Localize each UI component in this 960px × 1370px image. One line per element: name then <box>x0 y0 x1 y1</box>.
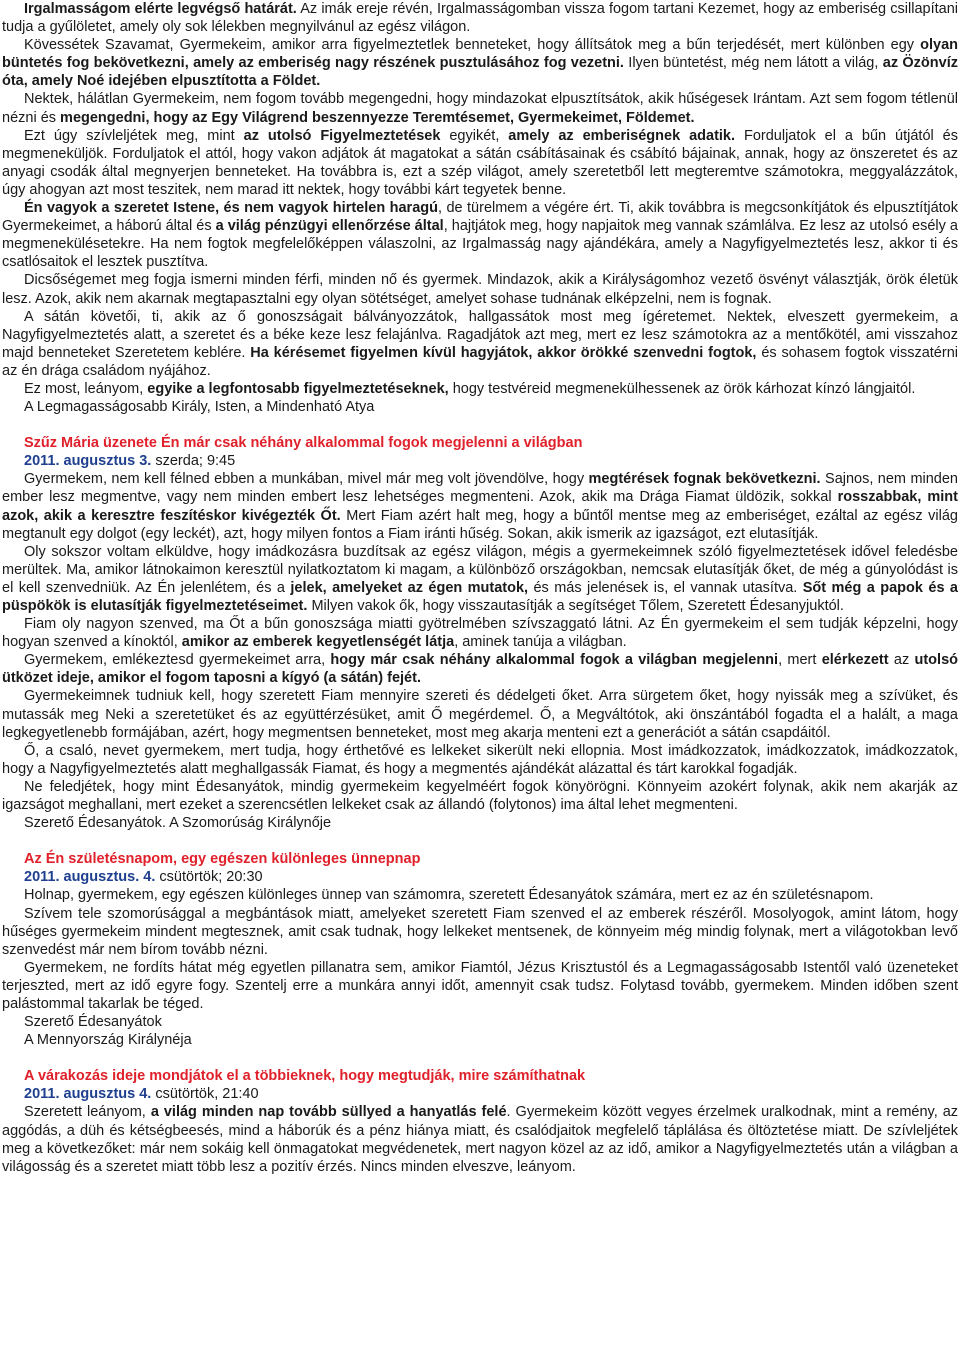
message-jesus <box>2 1067 958 1176</box>
text-run: és más jelenések is, el vannak utasítva. <box>528 579 803 596</box>
bold-text: az Özönvíz óta, amely Noé idejében elpusztította a Földet. <box>2 55 958 90</box>
text-run: A sátán követői, ti, akik az ő gonoszságait bálványozzátok, hallgassátok most meg ígéretemet. Nektek, elveszett gyermekeim, a Nagyfigyelmeztetés alatt, a szeretet és a béke keze lesz felajánlva. Ragadjátok azt meg, mert ez lesz számotokra az a mentőkötél, ami visszahoz majd benneteket Szeretetem keblére. <box>2 308 958 361</box>
bold-text: megengedni, hogy az Egy Világrend beszennyezze Teremtésemet, Gyermekeimet, Földemet. <box>60 109 695 126</box>
message-jesus-body <box>2 1103 958 1175</box>
paragraph <box>2 687 958 741</box>
paragraph <box>2 778 958 814</box>
message-mary-2-date: 2011. augusztus. 4. <box>24 869 156 886</box>
section-gap <box>2 832 958 850</box>
paragraph <box>2 959 958 1013</box>
paragraph <box>2 1103 958 1175</box>
text-run: , aminek tanúja a világban. <box>454 634 627 651</box>
paragraph <box>2 90 958 126</box>
message-mary-1-title: Szűz Mária üzenete Én már csak néhány alkalommal fogok megjelenni a világban <box>24 435 583 452</box>
bold-text: a világ minden nap tovább süllyed a hanyatlás felé <box>150 1104 507 1121</box>
bold-text: a világ pénzügyi ellenőrzése által <box>215 218 444 235</box>
bold-text: Én vagyok a szeretet Istene, és nem vagyok hirtelen haragú <box>24 200 438 217</box>
message-father-body <box>2 0 958 398</box>
text-run: Kövessétek Szavamat, Gyermekeim, amikor arra figyelmeztetlek benneteket, hogy állítsátok meg a bűn terjedését, mert különben egy <box>24 37 921 54</box>
text-run: Gyermekem, emlékeztesd gyermekeimet arra, <box>24 652 331 669</box>
text-run: , mert <box>778 652 822 669</box>
text-run: Fiam oly nagyon szenved, ma Őt a bűn gonoszsága miatti gyötrelmében szívszaggató látni. Az Én gyermekeim el sem tudják képzelni, hogy hogyan szenved a kínoktól, <box>2 616 958 651</box>
message-father <box>2 0 958 416</box>
bold-text: amikor az emberek kegyetlenségét látja <box>181 634 455 651</box>
message-mary-2-dateline <box>2 868 958 886</box>
bold-text: elérkezett <box>821 652 889 669</box>
text-run: , de türelmem a végére ért. Ti, akik továbbra is megcsonkítjátok és elpusztítjátok Gyermekeimet, a háború által és <box>2 200 958 235</box>
message-mary-2-title: Az Én születésnapom, egy egészen különleges ünnepnap <box>24 851 421 868</box>
text-run: Holnap, gyermekem, egy egészen különleges ünnep van számomra, szeretett Édesanyátok számára, mert ez az én születésnapom. <box>24 887 874 904</box>
bold-text: hogy már csak néhány alkalommal fogok a világban megjelenni <box>330 652 779 669</box>
bold-text: Irgalmasságom elérte legvégső határát. <box>24 1 297 17</box>
message-father-signature: A Legmagasságosabb Király, Isten, a Mindenható Atya <box>24 399 375 416</box>
paragraph <box>2 127 958 199</box>
message-mary-1-signature: Szerető Édesanyátok. A Szomorúság Királynője <box>24 815 332 832</box>
text-run: . Gyermekeim között vegyes érzelmek uralkodnak, mint a remény, az aggódás, a düh és kétségbeesés, mind a háborúk és a pénz hiánya miatt, és csalódjaitok megfelelő táplálása és öltöztetése miatt. De szívleljétek meg a következőket: már nem sokáig kell önmagatokat megvédenetek, mert nagyon közel az az idő, amikor a Nagyfigyelmeztetés után a világban a világosság és a szeretet miatt több lesz a pozitív érzés. Nincs minden elveszve, leányom. <box>2 1104 959 1175</box>
bold-text: jelek, amelyeket az égen mutatok, <box>290 579 529 596</box>
section-gap <box>2 416 958 434</box>
paragraph <box>2 615 958 651</box>
bold-text: olyan büntetés fog bekövetkezni, amely az emberiség nagy részének pusztulásához fog vezetni. <box>2 37 958 72</box>
paragraph <box>2 0 958 36</box>
bold-text: rosszabbak, mint azok, akik a keresztre feszítéskor kivégezték Őt. <box>2 489 958 524</box>
paragraph <box>2 742 958 778</box>
text-run: Ne feledjétek, hogy mint Édesanyátok, mindig gyermekeim kegyelméért fogok könyörögni. Könnyeim azokért folynak, akik nem akarják az igazságot meghallani, mert ezeket a szerencsétlen lelkeket csak az állandó (folytonos) ima által lehet megmenteni. <box>2 778 958 814</box>
bold-text: amely az emberiségnek adatik. <box>508 127 736 144</box>
text-run: Sajnos, nem minden ember lesz megmentve, vagy nem minden embert lesz lehetséges megmenteni. Azok, akik ma Drága Fiamat üldözik, sokkal <box>2 471 958 506</box>
text-run: az <box>888 652 915 669</box>
text-run: Szívem tele szomorúsággal a megbántások miatt, amelyeket szeretett Fiam szenved el az emberek részéről. Mosolyogok, amint látom, hogy hűséges gyermekeim mindent megtesznek, amit csak tudnak, hogy lelkeket mentsenek, de könnyeim még mindig folynak, mert a világotokban levő szenvedést már nem bírom tovább nézni. <box>2 905 958 958</box>
paragraph <box>2 380 958 398</box>
paragraph <box>2 905 958 959</box>
text-run: Gyermekem, ne fordíts hátat még egyetlen pillanatra sem, amikor Fiamtól, Jézus Krisztustól és a Legmagasságosabb Istentől való üzeneteket terjeszted, mert az idő egyre fogy. Szentelj erre a munkára annyi időt, amennyit csak tudsz. Folytasd tovább, gyermekem. Minden időben szent palástommal takarlak be téged. <box>2 959 958 1012</box>
text-run: Gyermekeimnek tudniuk kell, hogy szeretett Fiam mennyire szereti és dédelgeti őket. Arra sürgetem őket, hogy nyissák meg a szívüket, és mutassák meg Neki a szeretetüket és az együttérzésüket, amit Ő megérdemel. Ő, a Megváltótok, aki önszántából fogadta el a halált, a maga legkegyetlenebb formájában, azért, hogy megmentsen benneteket, most meg akarja menteni ezt a generációt a sátán csapdáitól. <box>2 688 958 741</box>
message-mary-2-body <box>2 886 958 1013</box>
message-mary-2-signature-2: A Mennyország Királynéja <box>24 1032 192 1049</box>
text-run: Mert Fiam azért halt meg, hogy a bűntől mentse meg az emberiséget, ezáltal az egész világ megtanult egy dolgot (egy leckét), azt, hogy milyen fontos a Fiam iránti hűség. Sokan, akik ismerik az igazságot, ezt elutasítják. <box>2 507 958 542</box>
text-run: Oly sokszor voltam elküldve, hogy imádkozásra buzdítsak az egész világon, mégis a gyermekeimnek szóló figyelmeztetések idővel feledésbe merültek. Ma, amikor látnokaimon keresztül nyilatkoztatom ki magam, a különböző országokban, nemcsak elutasítják őket, de még a gúnyolódást is el kell szenvedniük. Az Én jelenlétem, és a <box>2 543 958 596</box>
text-run: hogy testvéreid megmenekülhessenek az örök kárhozat kínzó lángjaitól. <box>448 380 916 397</box>
text-run: Ő, a csaló, nevet gyermekem, mert tudja, hogy érthetővé es lelkeket sikerült neki ellopnia. Most imádkozzatok, imádkozzatok, imádkozzatok, hogy a Nagyfigyelmeztetés alatt meghallgassák Fiamat, és hogy a megmentés ajándékát alázattal és tárt karokkal fogadják. <box>2 742 958 777</box>
message-jesus-dateline <box>2 1085 958 1103</box>
paragraph <box>2 886 958 904</box>
text-run: Ilyen büntetést, még nem látott a világ, <box>623 55 883 72</box>
message-jesus-date: 2011. augusztus 4. <box>24 1086 152 1103</box>
message-mary-1-daytime: szerda; 9:45 <box>151 453 236 470</box>
text-run: és sohasem fogtok visszatérni az én drága családom nyájához. <box>2 344 958 379</box>
message-mary-2-daytime: csütörtök; 20:30 <box>155 869 263 886</box>
text-run: Az imák ereje révén, Irgalmasságomban vissza fogom tartani Kezemet, hogy az emberiség csillapítani tudja a gyűlöletet, amely oly sok lélekben megnyilvánul az egész világon. <box>2 1 958 36</box>
bold-text: Ha kérésemet figyelmen kívül hagyjátok, akkor örökké szenvedni fogtok, <box>250 344 757 361</box>
text-run: Ez most, leányom, <box>24 380 148 397</box>
text-run: Szeretett leányom, <box>24 1104 151 1121</box>
paragraph <box>2 36 958 90</box>
bold-text: Sőt még a papok és a püspökök is elutasítják figyelmeztetéseimet. <box>2 579 958 614</box>
message-mary-1 <box>2 434 958 832</box>
message-mary-1-date: 2011. augusztus 3. <box>24 453 152 470</box>
paragraph <box>2 271 958 307</box>
message-mary-1-dateline <box>2 452 958 470</box>
bold-text: megtérések fognak bekövetkezni. <box>588 471 821 488</box>
text-run: egyikét, <box>440 127 509 144</box>
paragraph <box>2 543 958 615</box>
text-run: Gyermekem, nem kell félned ebben a munkában, mivel már meg volt jövendölve, hogy <box>24 471 589 488</box>
message-jesus-daytime: csütörtök, 21:40 <box>151 1086 259 1103</box>
paragraph <box>2 651 958 687</box>
message-mary-2 <box>2 850 958 1049</box>
bold-text: az utolsó Figyelmeztetések <box>243 127 441 144</box>
text-run: Nektek, hálátlan Gyermekeim, nem fogom tovább megengedni, hogy mindazokat elpusztítsátok, akik hűségesek Irántam. Azt sem fogom tétlenül nézni és <box>2 91 958 126</box>
text-run: Dicsőségemet meg fogja ismerni minden férfi, minden nő és gyermek. Mindazok, akik a Királyságomhoz vezető ösvényt választják, örök életük lesz. Azok, akik nem akarnak megtapasztalni egy olyan sötétséget, amelyet sohase tudnának elképzelni, nem is fognak. <box>2 272 958 307</box>
paragraph <box>2 199 958 271</box>
message-jesus-title: A várakozás ideje mondjátok el a többieknek, hogy megtudják, mire számíthatnak <box>24 1068 586 1085</box>
text-run: Ezt úgy szívleljétek meg, mint <box>24 127 244 144</box>
paragraph <box>2 470 958 542</box>
paragraph <box>2 308 958 380</box>
bold-text: utolsó ütközet ideje, amikor el fogom taposni a kígyó (a sátán) fejét. <box>2 652 958 687</box>
bold-text: egyike a legfontosabb figyelmeztetéseknek, <box>147 380 449 397</box>
text-run: Milyen vakok ők, hogy visszautasítják a segítséget Tőlem, Szeretett Édesanyjuktól. <box>307 598 844 614</box>
section-gap <box>2 1049 958 1067</box>
text-run: Forduljatok el a bűn útjától és megmeneküljök. Forduljatok el attól, hogy vakon adjátok át magatokat a sátán csábításainak és csábító bájainak, annak, hogy az önszeretet és az anyagi csodák által megnyerjen benneteket. Ha továbbra is, ezt a szép világot, amely szeretetből lett megteremtve számotokra, meggyalázzátok, úgy ahogyan azt most teszitek, nem marad itt nektek, hogy további kárt tegyetek benne. <box>2 127 959 198</box>
message-mary-1-body <box>2 470 958 814</box>
message-mary-2-signature-1: Szerető Édesanyátok <box>24 1014 162 1031</box>
text-run: , hajtjátok meg, hogy napjaitok meg vannak számlálva. Ez lesz az utolsó esély a megmenekülésetekre. Ha nem fogtok megfelelőképpen válaszolni, az Irgalmasság nagy ajándékára, amely a Nagyfigyelmeztetés lesz, akkor ti és csatlósaitok el lesztek pusztítva. <box>2 218 958 271</box>
